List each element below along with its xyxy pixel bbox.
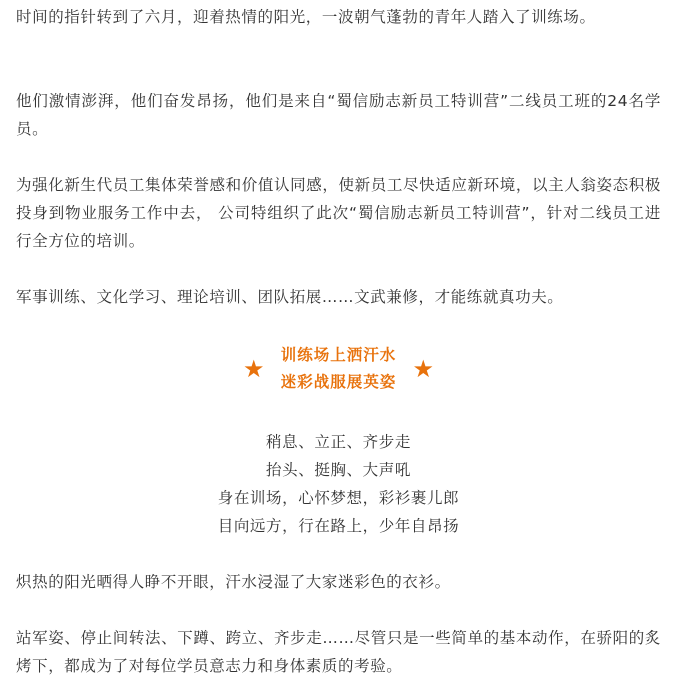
- section-title: [16, 340, 661, 398]
- poem-line: 目向远方，行在路上，少年自昂扬: [217, 517, 460, 535]
- section-title-line-2: 迷彩战服展英姿: [280, 373, 397, 391]
- paragraph-intro: 时间的指针转到了六月，迎着热情的阳光，一波朝气蓬勃的青年人踏入了训练场。: [16, 8, 596, 26]
- paragraph-purpose: 为强化新生代员工集体荣誉感和价值认同感，使新员工尽快适应新环境，以主人翁姿态积极投身到物业服务工作中去， 公司特组织了此次“蜀信励志新员工特训营”，针对二线员工进行全方位的培训。: [16, 176, 661, 250]
- poem: [16, 428, 661, 540]
- section-title-text: [281, 342, 397, 396]
- paragraph-trainees: 他们激情澎湃，他们奋发昂扬，他们是来自“蜀信励志新员工特训营”二线员工班的24名学员。: [16, 92, 661, 138]
- star-icon: ★: [412, 355, 434, 383]
- section-title-line-1: 训练场上洒汗水: [280, 346, 397, 364]
- paragraph-activities: 军事训练、文化学习、理论培训、团队拓展……文武兼修，才能练就真功夫。: [16, 288, 564, 306]
- paragraph-heat: 炽热的阳光晒得人睁不开眼，汗水浸湿了大家迷彩色的衣衫。: [16, 573, 451, 591]
- star-icon: ★: [242, 355, 265, 383]
- poem-line: 抬头、挺胸、大声吼: [266, 461, 411, 479]
- poem-line: 身在训场，心怀梦想，彩衫裹儿郎: [217, 489, 460, 507]
- poem-line: 稍息、立正、齐步走: [266, 433, 411, 451]
- paragraph-drills: 站军姿、停止间转法、下蹲、跨立、齐步走……尽管只是一些简单的基本动作，在骄阳的炙烤下，都成为了对每位学员意志力和身体素质的考验。: [16, 629, 661, 675]
